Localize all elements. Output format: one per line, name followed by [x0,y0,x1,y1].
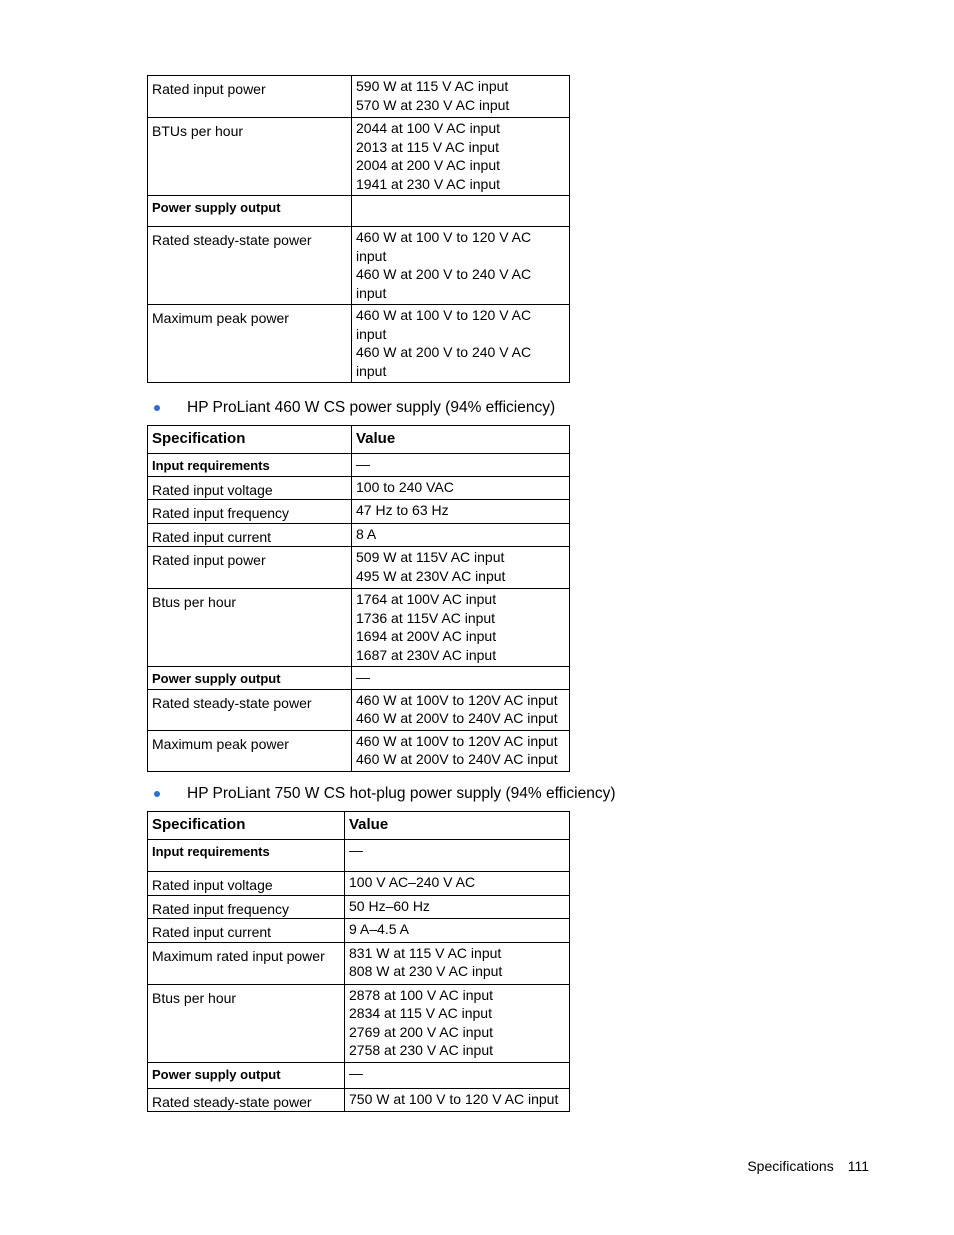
table-row [148,942,570,984]
table-row [148,1062,570,1088]
spec-value-line: 2004 at 200 V AC input [356,157,500,173]
power-spec-table-750w [147,811,570,1112]
spec-value-line: 2834 at 115 V AC input [349,1005,492,1021]
spec-label: Rated input frequency [148,895,345,919]
spec-value-line: 590 W at 115 V AC input [356,78,509,94]
spec-value-line: 1694 at 200V AC input [356,628,497,644]
spec-value-line: 570 W at 230 V AC input [356,96,510,113]
spec-value-line: 2758 at 230 V AC input [349,1042,493,1058]
table-row [148,840,570,872]
spec-value [352,227,570,305]
bullet-icon [154,405,160,411]
spec-value [352,589,570,667]
spec-label: Btus per hour [148,984,345,1062]
spec-label: Rated input voltage [148,476,352,500]
spec-value-line: 2769 at 200 V AC input [349,1023,493,1040]
section-title: HP ProLiant 460 W CS power supply (94% efficiency) [187,399,556,416]
table-row [148,895,570,919]
spec-value [352,667,570,690]
power-spec-table-460w [147,425,570,772]
spec-label: Rated steady-state power [148,227,352,305]
column-header-value: Value [345,812,570,840]
spec-value [352,454,570,477]
spec-label: Maximum peak power [148,730,352,771]
spec-value-line: 460 W at 200 V to 240 V AC [356,266,532,282]
page-number: 111 [847,1158,869,1174]
spec-value [345,984,570,1062]
spec-label: Power supply output [148,1062,345,1088]
section-title: HP ProLiant 750 W CS hot-plug power supply (94% efficiency) [187,785,616,802]
spec-value [352,500,570,524]
table-row [148,500,570,524]
spec-label: Maximum peak power [148,305,352,383]
table-header [148,812,570,840]
spec-label: Power supply output [148,667,352,690]
spec-value-line: 808 W at 230 V AC input [349,963,503,979]
spec-value [345,919,570,943]
spec-value [345,1062,570,1088]
spec-value-line: 1764 at 100V AC input [356,591,497,607]
spec-value [345,942,570,984]
spec-value-line: 2044 at 100 V AC input [356,120,500,136]
spec-value-line: 831 W at 115 V AC input [349,944,502,961]
spec-label: Input requirements [148,840,345,872]
spec-value-line: input [356,362,387,379]
spec-value-line: 460 W at 100 V to 120 V AC [356,229,532,245]
spec-value-line: 9 A–4.5 A [349,921,409,937]
table-row [148,1088,570,1112]
spec-value-line: 1941 at 230 V AC input [356,175,500,192]
spec-value-line: 460 W at 200V to 240V AC input [356,710,558,726]
spec-label: Rated steady-state power [148,689,352,730]
spec-value-line: 50 Hz–60 Hz [349,897,430,914]
table-row [148,667,570,690]
spec-value-line: 460 W at 100 V to 120 V AC [356,307,532,323]
spec-label: Rated input current [148,919,345,943]
spec-value-line: input [356,284,387,301]
spec-label: Rated input voltage [148,872,345,896]
spec-label: Rated input power [148,76,352,118]
spec-value [352,118,570,196]
spec-value [352,76,570,118]
spec-value [345,872,570,896]
spec-label: BTUs per hour [148,118,352,196]
table-row [148,547,570,589]
spec-value-line: 460 W at 100V to 120V AC input [356,691,558,708]
table-body [148,76,570,383]
spec-label: Maximum rated input power [148,942,345,984]
table-row [148,523,570,547]
spec-value [352,305,570,383]
table-row [148,589,570,667]
table-row [148,730,570,771]
spec-value-line: — [349,1064,363,1081]
spec-value-line: — [349,842,363,858]
table-row [148,76,570,118]
spec-value-line: 8 A [356,525,377,542]
spec-label: Rated input current [148,523,352,547]
spec-value-line: 1687 at 230V AC input [356,646,497,663]
spec-value-line: 2878 at 100 V AC input [349,986,493,1003]
table-body [148,454,570,772]
spec-value-line: 2013 at 115 V AC input [356,138,499,155]
spec-value-line: — [356,669,370,685]
spec-label: Btus per hour [148,589,352,667]
table-row [148,227,570,305]
spec-value [352,730,570,771]
spec-value-line: input [356,247,387,264]
spec-value [345,895,570,919]
spec-value-line: 1736 at 115V AC input [356,609,496,626]
table-header [148,426,570,454]
table-body [148,840,570,1112]
spec-value-line: — [356,456,370,472]
spec-value [352,476,570,500]
spec-value [352,523,570,547]
spec-value [352,689,570,730]
page-footer [747,1158,869,1174]
table-row [148,872,570,896]
spec-value-line: 509 W at 115V AC input [356,549,505,565]
column-header-value: Value [352,426,570,454]
column-header-specification: Specification [148,812,345,840]
spec-label: Power supply output [148,196,352,227]
table-row [148,454,570,477]
spec-value-line: input [356,325,387,342]
spec-value-line: 750 W at 100 V to 120 V AC input [349,1090,559,1107]
spec-label: Rated input frequency [148,500,352,524]
spec-value [345,840,570,872]
spec-label: Rated steady-state power [148,1088,345,1112]
spec-label: Rated input power [148,547,352,589]
spec-value-line: 460 W at 200 V to 240 V AC [356,344,532,360]
spec-value-line: 47 Hz to 63 Hz [356,502,449,518]
spec-value [345,1088,570,1112]
bullet-icon [154,791,160,797]
table-row [148,118,570,196]
table-row [148,984,570,1062]
spec-value [352,196,570,227]
power-spec-table-continued [147,75,570,383]
table-row [148,305,570,383]
table-row [148,689,570,730]
footer-section-name: Specifications [747,1158,834,1174]
spec-value-line: 100 V AC–240 V AC [349,874,476,890]
spec-value [352,547,570,589]
spec-label: Input requirements [148,454,352,477]
table-row [148,196,570,227]
spec-value-line: 460 W at 200V to 240V AC input [356,751,558,767]
table-row [148,476,570,500]
column-header-specification: Specification [148,426,352,454]
table-row [148,919,570,943]
spec-value-line: 495 W at 230V AC input [356,567,506,584]
spec-value-line: 100 to 240 VAC [356,478,454,495]
spec-value-line: 460 W at 100V to 120V AC input [356,732,558,749]
